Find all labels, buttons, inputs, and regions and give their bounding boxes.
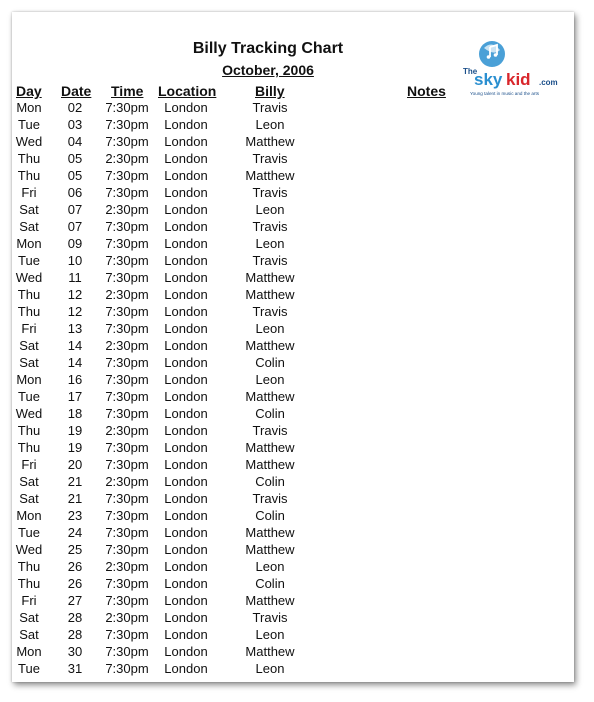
location-cell: London <box>164 644 208 659</box>
location-cell: London <box>164 287 208 302</box>
location-cell: London <box>164 100 208 115</box>
date-cell: 05 <box>67 151 83 166</box>
location-cell: London <box>164 593 208 608</box>
chart-subtitle: October, 2006 <box>222 62 314 78</box>
billy-cell: Matthew <box>245 168 295 183</box>
time-cell: 7:30pm <box>105 406 149 421</box>
time-cell: 7:30pm <box>105 389 149 404</box>
date-cell: 19 <box>67 440 83 455</box>
time-cell: 2:30pm <box>105 287 149 302</box>
day-cell: Thu <box>17 168 41 183</box>
billy-cell: Travis <box>252 219 288 234</box>
logo-tagline: Young talent in music and the arts <box>470 91 540 96</box>
day-cell: Tue <box>18 661 40 676</box>
time-cell: 7:30pm <box>105 491 149 506</box>
day-cell: Fri <box>21 593 37 608</box>
table-row <box>0 286 594 303</box>
date-cell: 12 <box>67 304 83 319</box>
day-cell: Tue <box>18 389 40 404</box>
billy-cell: Leon <box>255 202 285 217</box>
time-cell: 7:30pm <box>105 304 149 319</box>
location-cell: London <box>164 355 208 370</box>
time-cell: 7:30pm <box>105 236 149 251</box>
date-cell: 06 <box>67 185 83 200</box>
table-row <box>0 269 594 286</box>
billy-cell: Leon <box>255 559 285 574</box>
date-cell: 07 <box>67 202 83 217</box>
table-row <box>0 575 594 592</box>
location-cell: London <box>164 321 208 336</box>
date-cell: 07 <box>67 219 83 234</box>
location-cell: London <box>164 185 208 200</box>
day-cell: Sat <box>19 491 39 506</box>
day-cell: Wed <box>15 270 43 285</box>
time-cell: 2:30pm <box>105 474 149 489</box>
date-cell: 16 <box>67 372 83 387</box>
date-cell: 17 <box>67 389 83 404</box>
table-row <box>0 558 594 575</box>
table-row <box>0 303 594 320</box>
location-cell: London <box>164 253 208 268</box>
table-row <box>0 371 594 388</box>
table-row <box>0 354 594 371</box>
time-cell: 7:30pm <box>105 457 149 472</box>
billy-cell: Travis <box>252 100 288 115</box>
date-cell: 11 <box>68 270 82 285</box>
logo-the-text: The <box>463 67 478 76</box>
header-notes: Notes <box>407 83 446 99</box>
date-cell: 12 <box>67 287 83 302</box>
table-row <box>0 235 594 252</box>
billy-cell: Matthew <box>245 287 295 302</box>
billy-cell: Colin <box>255 355 285 370</box>
table-row <box>0 456 594 473</box>
date-cell: 03 <box>67 117 83 132</box>
day-cell: Tue <box>18 117 40 132</box>
location-cell: London <box>164 627 208 642</box>
time-cell: 7:30pm <box>105 644 149 659</box>
location-cell: London <box>164 134 208 149</box>
billy-cell: Travis <box>252 253 288 268</box>
time-cell: 7:30pm <box>105 321 149 336</box>
day-cell: Thu <box>17 304 41 319</box>
billy-cell: Colin <box>255 508 285 523</box>
time-cell: 2:30pm <box>105 338 149 353</box>
billy-cell: Leon <box>255 117 285 132</box>
day-cell: Mon <box>16 372 42 387</box>
billy-cell: Travis <box>252 304 288 319</box>
location-cell: London <box>164 474 208 489</box>
table-row <box>0 201 594 218</box>
billy-cell: Matthew <box>245 440 295 455</box>
day-cell: Mon <box>16 236 42 251</box>
location-cell: London <box>164 491 208 506</box>
day-cell: Thu <box>17 576 41 591</box>
day-cell: Wed <box>15 542 43 557</box>
billy-cell: Travis <box>252 491 288 506</box>
billy-cell: Travis <box>252 185 288 200</box>
time-cell: 7:30pm <box>105 355 149 370</box>
time-cell: 7:30pm <box>105 440 149 455</box>
day-cell: Sat <box>19 474 39 489</box>
time-cell: 2:30pm <box>105 559 149 574</box>
date-cell: 23 <box>67 508 83 523</box>
day-cell: Mon <box>16 508 42 523</box>
day-cell: Mon <box>16 644 42 659</box>
day-cell: Sat <box>19 202 39 217</box>
table-row <box>0 541 594 558</box>
table-row <box>0 422 594 439</box>
table-row <box>0 473 594 490</box>
date-cell: 14 <box>67 355 83 370</box>
billy-cell: Leon <box>255 236 285 251</box>
date-cell: 26 <box>67 576 83 591</box>
logo-kid-text: kid <box>506 70 531 89</box>
table-row <box>0 218 594 235</box>
day-cell: Thu <box>17 440 41 455</box>
time-cell: 7:30pm <box>105 100 149 115</box>
logo-sky-text: sky <box>474 70 503 89</box>
header-date: Date <box>61 83 92 99</box>
day-cell: Sat <box>19 355 39 370</box>
time-cell: 7:30pm <box>105 134 149 149</box>
location-cell: London <box>164 338 208 353</box>
table-row <box>0 150 594 167</box>
billy-cell: Travis <box>252 151 288 166</box>
table-row <box>0 643 594 660</box>
time-cell: 2:30pm <box>105 610 149 625</box>
billy-cell: Leon <box>255 627 285 642</box>
table-row <box>0 592 594 609</box>
location-cell: London <box>164 168 208 183</box>
location-cell: London <box>164 236 208 251</box>
date-cell: 21 <box>67 491 83 506</box>
table-row <box>0 116 594 133</box>
table-row <box>0 490 594 507</box>
header-time: Time <box>111 83 144 99</box>
table-row <box>0 320 594 337</box>
day-cell: Thu <box>17 287 41 302</box>
day-cell: Sat <box>19 610 39 625</box>
billy-cell: Colin <box>255 406 285 421</box>
table-row <box>0 337 594 354</box>
billy-cell: Matthew <box>245 644 295 659</box>
table-row <box>0 167 594 184</box>
date-cell: 02 <box>67 100 83 115</box>
time-cell: 7:30pm <box>105 270 149 285</box>
table-row <box>0 660 594 677</box>
table-row <box>0 133 594 150</box>
skykid-logo <box>462 38 572 100</box>
location-cell: London <box>164 389 208 404</box>
location-cell: London <box>164 423 208 438</box>
location-cell: London <box>164 202 208 217</box>
date-cell: 31 <box>67 661 83 676</box>
table-row <box>0 405 594 422</box>
location-cell: London <box>164 440 208 455</box>
date-cell: 13 <box>67 321 83 336</box>
table-row <box>0 252 594 269</box>
location-cell: London <box>164 661 208 676</box>
date-cell: 21 <box>67 474 83 489</box>
date-cell: 25 <box>67 542 83 557</box>
table-row <box>0 184 594 201</box>
location-cell: London <box>164 151 208 166</box>
billy-cell: Travis <box>252 610 288 625</box>
date-cell: 28 <box>67 627 83 642</box>
day-cell: Tue <box>18 253 40 268</box>
date-cell: 28 <box>67 610 83 625</box>
time-cell: 7:30pm <box>105 576 149 591</box>
day-cell: Wed <box>15 134 43 149</box>
header-location: Location <box>158 83 217 99</box>
location-cell: London <box>164 559 208 574</box>
time-cell: 7:30pm <box>105 508 149 523</box>
billy-cell: Leon <box>255 661 285 676</box>
location-cell: London <box>164 304 208 319</box>
date-cell: 20 <box>67 457 83 472</box>
time-cell: 7:30pm <box>105 542 149 557</box>
chart-title: Billy Tracking Chart <box>192 40 344 57</box>
time-cell: 7:30pm <box>105 593 149 608</box>
day-cell: Thu <box>17 423 41 438</box>
day-cell: Mon <box>16 100 42 115</box>
time-cell: 7:30pm <box>105 117 149 132</box>
time-cell: 7:30pm <box>105 168 149 183</box>
time-cell: 7:30pm <box>105 661 149 676</box>
day-cell: Fri <box>21 321 37 336</box>
time-cell: 7:30pm <box>105 627 149 642</box>
billy-cell: Matthew <box>245 270 295 285</box>
location-cell: London <box>164 219 208 234</box>
schedule-table <box>0 99 594 677</box>
time-cell: 7:30pm <box>105 185 149 200</box>
location-cell: London <box>164 372 208 387</box>
date-cell: 14 <box>67 338 83 353</box>
date-cell: 04 <box>67 134 83 149</box>
location-cell: London <box>164 270 208 285</box>
location-cell: London <box>164 576 208 591</box>
table-row <box>0 99 594 116</box>
date-cell: 18 <box>67 406 83 421</box>
time-cell: 7:30pm <box>105 253 149 268</box>
billy-cell: Matthew <box>245 338 295 353</box>
table-row <box>0 388 594 405</box>
table-row <box>0 626 594 643</box>
time-cell: 7:30pm <box>105 219 149 234</box>
day-cell: Sat <box>19 338 39 353</box>
location-cell: London <box>164 117 208 132</box>
billy-cell: Matthew <box>245 134 295 149</box>
date-cell: 05 <box>67 168 83 183</box>
skykid-logo-graphic <box>462 38 572 100</box>
time-cell: 2:30pm <box>105 423 149 438</box>
table-row <box>0 609 594 626</box>
billy-cell: Matthew <box>245 525 295 540</box>
location-cell: London <box>164 525 208 540</box>
day-cell: Fri <box>21 457 37 472</box>
date-cell: 26 <box>67 559 83 574</box>
day-cell: Wed <box>15 406 43 421</box>
time-cell: 2:30pm <box>105 202 149 217</box>
billy-cell: Colin <box>255 576 285 591</box>
billy-cell: Matthew <box>245 389 295 404</box>
table-row <box>0 524 594 541</box>
billy-cell: Leon <box>255 321 285 336</box>
date-cell: 09 <box>67 236 83 251</box>
billy-cell: Matthew <box>245 542 295 557</box>
date-cell: 19 <box>67 423 83 438</box>
table-row <box>0 439 594 456</box>
date-cell: 10 <box>67 253 83 268</box>
time-cell: 2:30pm <box>105 151 149 166</box>
location-cell: London <box>164 508 208 523</box>
day-cell: Tue <box>18 525 40 540</box>
billy-cell: Travis <box>252 423 288 438</box>
header-billy: Billy <box>255 83 285 99</box>
header-day: Day <box>16 83 42 99</box>
day-cell: Sat <box>19 627 39 642</box>
location-cell: London <box>164 457 208 472</box>
table-row <box>0 507 594 524</box>
billy-cell: Colin <box>255 474 285 489</box>
billy-cell: Matthew <box>245 593 295 608</box>
time-cell: 7:30pm <box>105 525 149 540</box>
location-cell: London <box>164 406 208 421</box>
day-cell: Thu <box>17 151 41 166</box>
location-cell: London <box>164 610 208 625</box>
day-cell: Thu <box>17 559 41 574</box>
date-cell: 30 <box>67 644 83 659</box>
location-cell: London <box>164 542 208 557</box>
logo-dotcom-text: .com <box>539 78 558 87</box>
time-cell: 7:30pm <box>105 372 149 387</box>
date-cell: 27 <box>67 593 83 608</box>
day-cell: Sat <box>19 219 39 234</box>
billy-cell: Matthew <box>245 457 295 472</box>
billy-cell: Leon <box>255 372 285 387</box>
date-cell: 24 <box>67 525 83 540</box>
day-cell: Fri <box>21 185 37 200</box>
